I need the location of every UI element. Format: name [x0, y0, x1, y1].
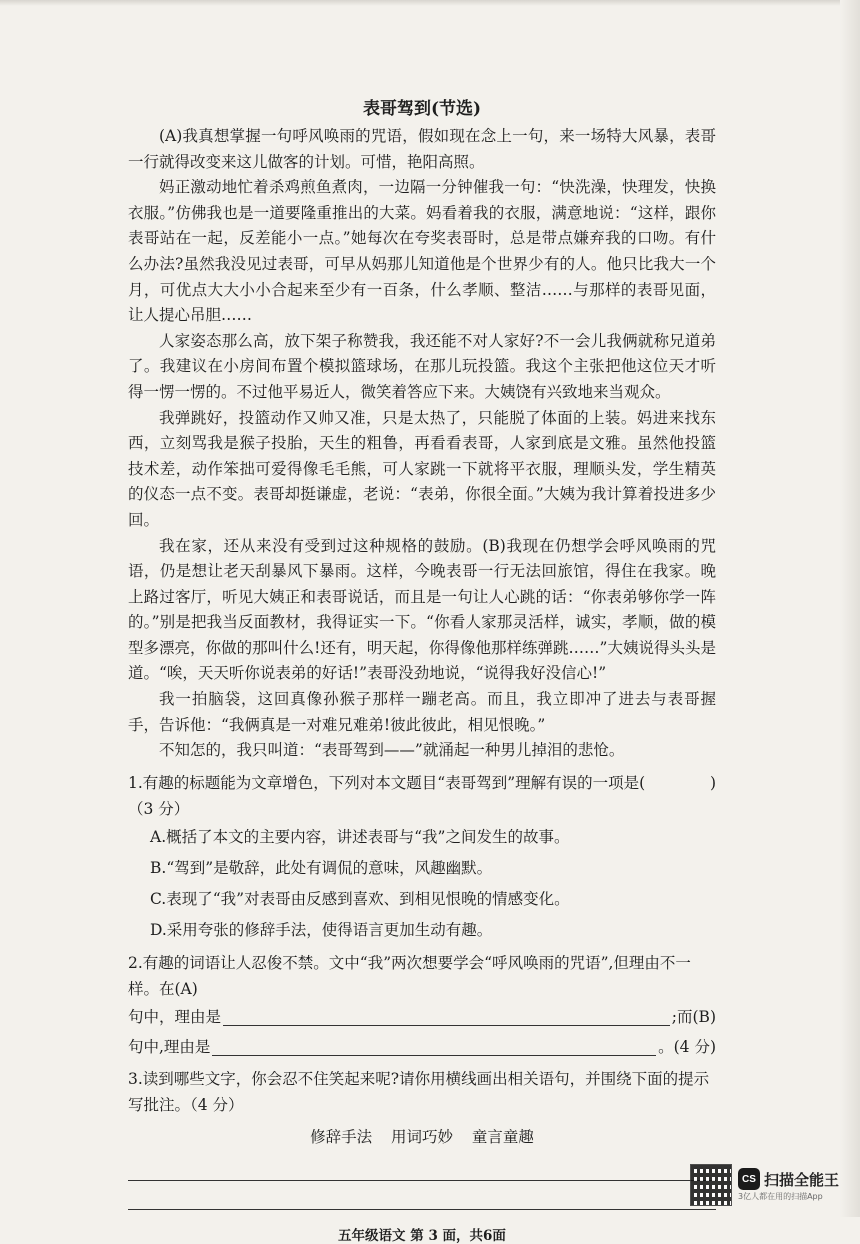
option-b: B.“驾到”是敬辞，此处有调侃的意味，风趣幽默。 [150, 858, 493, 877]
article-body [128, 124, 716, 764]
question-2-stem: 2.有趣的词语让人忍俊不禁。文中“我”两次想要学会“呼风唤雨的咒语”,但理由不一样。在(A) [128, 953, 691, 998]
question-2-line-b-suffix: 。(4 分) [658, 1037, 716, 1056]
question-2-line-a [128, 1002, 716, 1032]
paragraph-5: 我在家，还从来没有受到过这种规格的鼓励。(B)我现在仍想学会呼风唤雨的咒语，仍是想让老天刮暴风下暴雨。这样，今晚表哥一行无法回旅馆，得住在我家。晚上路过客厅，听见大姨正和表哥说话，而且是一句让人心跳的话：“你表弟够你学一阵的。”别是把我当反面教材，我得证实一下。“你看人家那灵活样，诚实，孝顺，做的模型多漂亮，你做的那叫什么!还有，明天起，你得像他那样练弹跳……”大姨说得头头是道。“唉，天天听你说表弟的好话!”表哥没劲地说，“说得我好没信心!” [128, 536, 716, 683]
question-3-stem: 3.读到哪些文字，你会忍不住笑起来呢?请你用横线画出相关语句，并围绕下面的提示写批注。（4 分） [128, 1069, 710, 1114]
paragraph-4: 我弹跳好，投篮动作又帅又准，只是太热了，只能脱了体面的上装。妈进来找东西，立刻骂我是猴子投胎，天生的粗鲁，再看看表哥，人家到底是文雅。虽然他投篮技术差，动作笨拙可爱得像毛毛熊，可人家跳一下就将平衣服，理顺头发，学生精英的仪态一点不变。表哥却挺谦虚，老说：“表弟，你很全面。”大姨为我计算着投进多少回。 [128, 408, 716, 529]
paragraph-2: 妈正激动地忙着杀鸡煎鱼煮肉，一边隔一分钟催我一句：“快洗澡，快理发，快换衣服。”仿佛我也是一道要隆重推出的大菜。妈看着我的衣服，满意地说：“这样，跟你表哥站在一起，反差能小一点。”她每次在夸奖表哥时，总是带点嫌弃我的口吻。有什么办法?虽然我没见过表哥，可早从妈那儿知道他是个世界少有的人。他只比我大一个月，可优点大大小小合起来至少有一百条，什么孝顺、整洁……与那样的表哥见面，让人提心吊胆…… [128, 178, 716, 325]
article-title: 表哥驾到(节选) [362, 99, 482, 119]
question-2-line-a-suffix: ;而(B) [671, 1007, 716, 1026]
question-2-line-b [128, 1032, 716, 1062]
question-1-stem: 1.有趣的标题能为文章增色，下列对本文题目“表哥驾到”理解有误的一项是( [128, 773, 646, 792]
answer-blank-a[interactable] [223, 1005, 670, 1026]
scan-edge-top [0, 0, 860, 6]
question-2-line-a-prefix: 句中，理由是 [128, 1007, 222, 1026]
question-2 [128, 950, 716, 1062]
question-1-score: （3 分） [128, 799, 190, 818]
question-1 [128, 770, 716, 946]
qr-code-icon [690, 1164, 732, 1206]
answer-line-2[interactable] [128, 1181, 716, 1210]
page-footer: 五年级语文 第 3 面，共6面 [338, 1227, 506, 1244]
question-2-line-b-prefix: 句中,理由是 [128, 1037, 211, 1056]
paragraph-7: 不知怎的，我只叫道：“表哥驾到——”就涌起一种男儿掉泪的悲怆。 [159, 741, 625, 760]
paragraph-6: 我一拍脑袋，这回真像孙猴子那样一蹦老高。而且，我立即冲了进去与表哥握手，告诉他：“我俩真是一对难兄难弟!彼此彼此，相见恨晚。” [128, 690, 716, 734]
question-3-hint: 修辞手法 用词巧妙 童言童趣 [310, 1127, 534, 1146]
scanner-app-tagline: 3亿人都在用的扫描App [738, 1192, 823, 1201]
option-a: A.概括了本文的主要内容，讲述表哥与“我”之间发生的故事。 [150, 827, 570, 846]
answer-blank-b[interactable] [212, 1035, 656, 1056]
scan-edge-right [840, 0, 860, 1217]
question-3 [128, 1066, 716, 1210]
scanner-app-name: 扫描全能王 [764, 1170, 840, 1189]
paragraph-1: (A)我真想掌握一句呼风唤雨的咒语，假如现在念上一句，来一场特大风暴，表哥一行就得改变来这儿做客的计划。可惜，艳阳高照。 [128, 127, 716, 171]
question-1-answer-paren: ) [709, 773, 716, 792]
exam-page [128, 96, 716, 1244]
paragraph-3: 人家姿态那么高，放下架子称赞我，我还能不对人家好?不一会儿我俩就称兄道弟了。我建议在小房间布置个模拟篮球场，在那儿玩投篮。我这个主张把他这位天才听得一愣一愣的。不过他平易近人，微笑着答应下来。大姨饶有兴致地来当观众。 [128, 331, 716, 401]
option-c: C.表现了“我”对表哥由反感到喜欢、到相见恨晚的情感变化。 [150, 889, 570, 908]
camscanner-logo-icon: CS [738, 1168, 760, 1190]
option-d: D.采用夸张的修辞手法，使得语言更加生动有趣。 [150, 920, 493, 939]
answer-line-1[interactable] [128, 1152, 716, 1181]
scanner-watermark [690, 1159, 850, 1211]
